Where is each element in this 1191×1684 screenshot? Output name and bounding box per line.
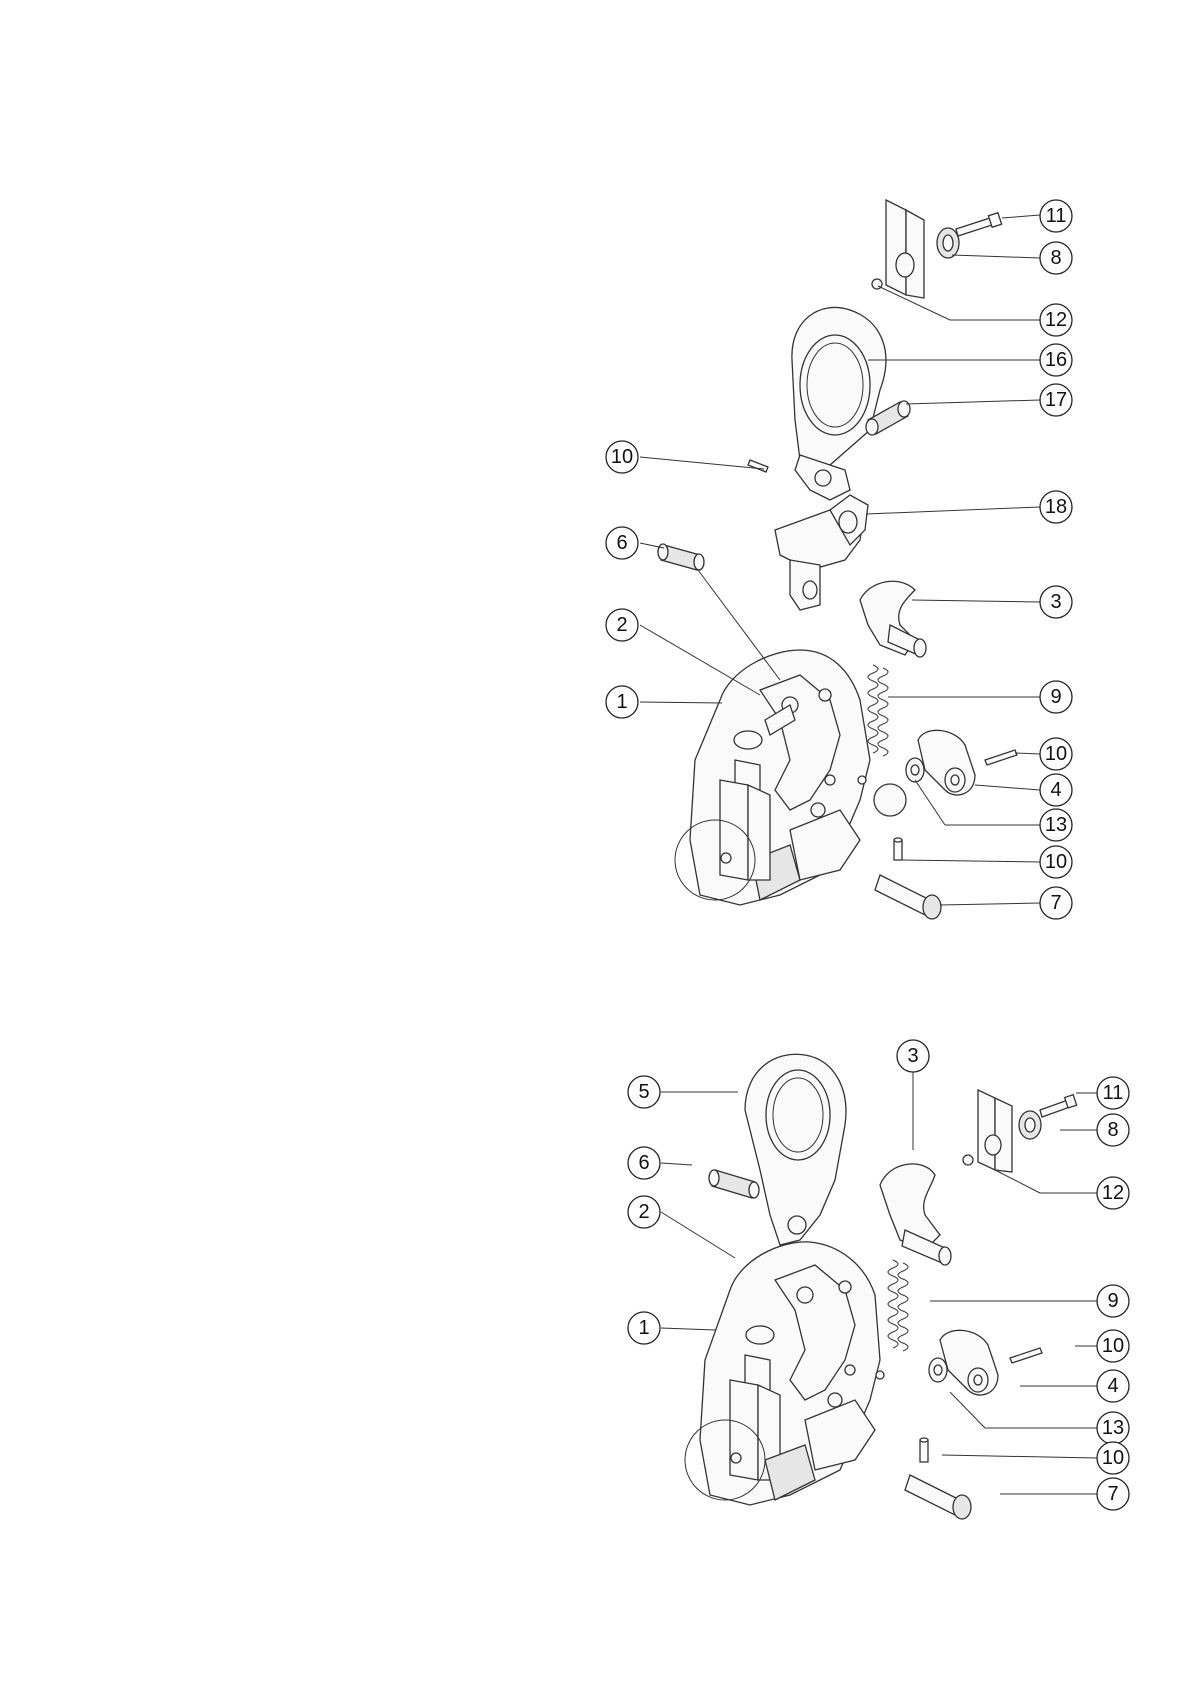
callout-16-top bbox=[1040, 344, 1072, 376]
callout-4-top bbox=[1040, 774, 1072, 806]
callout-9-bottom bbox=[1097, 1285, 1129, 1317]
body-plate-top bbox=[675, 650, 906, 905]
svg-text:11: 11 bbox=[1102, 1082, 1124, 1104]
cam-lever-4-bottom bbox=[929, 1330, 1042, 1395]
callout-6-bottom bbox=[628, 1147, 660, 1179]
callout-1-top bbox=[606, 686, 638, 718]
spring-9-top bbox=[868, 665, 888, 756]
svg-text:1: 1 bbox=[638, 1317, 650, 1339]
svg-text:17: 17 bbox=[1044, 389, 1068, 411]
callout-7-top bbox=[1040, 887, 1072, 919]
callout-11-top bbox=[1040, 200, 1072, 232]
pin-6-bottom bbox=[709, 1170, 759, 1198]
callout-13-top bbox=[1040, 809, 1072, 841]
callout-12-top bbox=[1040, 304, 1072, 336]
svg-text:10: 10 bbox=[610, 446, 634, 468]
svg-text:10: 10 bbox=[1044, 851, 1068, 873]
cam-3-top bbox=[860, 581, 926, 657]
callout-9-top bbox=[1040, 681, 1072, 713]
callout-3-top bbox=[1040, 586, 1072, 618]
svg-text:13: 13 bbox=[1044, 814, 1068, 836]
svg-text:12: 12 bbox=[1101, 1182, 1125, 1204]
svg-text:10: 10 bbox=[1101, 1335, 1125, 1357]
svg-text:10: 10 bbox=[1044, 743, 1068, 765]
callout-10c-top bbox=[1040, 846, 1072, 878]
svg-text:13: 13 bbox=[1101, 1417, 1125, 1439]
svg-text:11: 11 bbox=[1045, 205, 1067, 227]
svg-text:18: 18 bbox=[1044, 496, 1068, 518]
pin-7-top bbox=[875, 838, 941, 919]
lock-plate-assembly-bottom bbox=[963, 1090, 1077, 1172]
callout-4-bottom bbox=[1097, 1370, 1129, 1402]
svg-text:7: 7 bbox=[1107, 1483, 1119, 1505]
callout-17-top bbox=[1040, 384, 1072, 416]
svg-text:10: 10 bbox=[1101, 1447, 1125, 1469]
lock-plate-assembly-top bbox=[872, 200, 1002, 298]
callout-11-bottom bbox=[1097, 1077, 1129, 1109]
callout-13-bottom bbox=[1097, 1412, 1129, 1444]
svg-text:4: 4 bbox=[1107, 1375, 1119, 1397]
svg-text:12: 12 bbox=[1044, 309, 1068, 331]
callout-10b-top bbox=[1040, 738, 1072, 770]
cam-lever-4-top bbox=[906, 730, 1017, 795]
callout-6-top bbox=[606, 527, 638, 559]
callout-2-bottom bbox=[628, 1196, 660, 1228]
callout-8-bottom bbox=[1097, 1114, 1129, 1146]
callout-10a-bottom bbox=[1097, 1330, 1129, 1362]
shackle-18-top bbox=[775, 495, 868, 610]
svg-text:6: 6 bbox=[638, 1152, 650, 1174]
cam-3-bottom bbox=[880, 1164, 951, 1265]
callout-5-bottom bbox=[628, 1076, 660, 1108]
svg-text:16: 16 bbox=[1044, 349, 1068, 371]
svg-text:9: 9 bbox=[1107, 1290, 1119, 1312]
svg-text:5: 5 bbox=[638, 1081, 650, 1103]
exploded-view-top bbox=[606, 200, 1072, 919]
callout-10b-bottom bbox=[1097, 1442, 1129, 1474]
svg-text:8: 8 bbox=[1107, 1119, 1119, 1141]
callout-12-bottom bbox=[1097, 1177, 1129, 1209]
svg-text:7: 7 bbox=[1050, 892, 1062, 914]
callout-7-bottom bbox=[1097, 1478, 1129, 1510]
svg-text:8: 8 bbox=[1050, 247, 1062, 269]
lifting-eye-top bbox=[792, 307, 886, 500]
svg-text:1: 1 bbox=[616, 691, 628, 713]
callout-2-top bbox=[606, 609, 638, 641]
svg-text:6: 6 bbox=[616, 532, 628, 554]
svg-text:3: 3 bbox=[907, 1045, 919, 1067]
svg-text:3: 3 bbox=[1050, 591, 1062, 613]
pin-6-top bbox=[658, 544, 704, 570]
svg-text:2: 2 bbox=[638, 1201, 650, 1223]
pin-7-bottom bbox=[905, 1438, 971, 1519]
lifting-eye-5-bottom bbox=[745, 1054, 846, 1245]
callout-1-bottom bbox=[628, 1312, 660, 1344]
callout-3-bottom bbox=[897, 1040, 929, 1072]
exploded-view-bottom bbox=[628, 1040, 1129, 1519]
body-plate-bottom bbox=[685, 1242, 884, 1505]
callout-10a-top bbox=[606, 441, 638, 473]
svg-text:4: 4 bbox=[1050, 779, 1062, 801]
spring-9-bottom bbox=[888, 1260, 908, 1351]
callout-18-top bbox=[1040, 491, 1072, 523]
callout-8-top bbox=[1040, 242, 1072, 274]
svg-text:9: 9 bbox=[1050, 686, 1062, 708]
roll-pin-10a-top bbox=[748, 460, 768, 472]
svg-text:2: 2 bbox=[616, 614, 628, 636]
